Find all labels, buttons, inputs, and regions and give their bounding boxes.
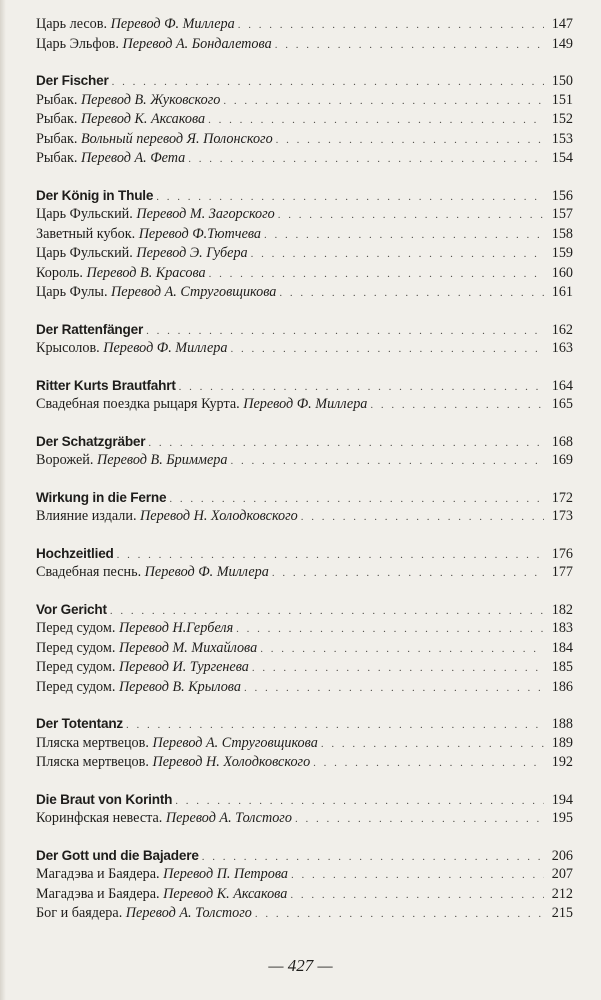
entry-title	[36, 658, 249, 678]
translator-credit: Перевод К. Аксакова	[163, 885, 288, 902]
section-title: Ritter Kurts Brautfahrt	[36, 377, 176, 393]
work-title: Магадэва и Баядера.	[36, 866, 160, 882]
work-title: Пляска мертвецов.	[36, 754, 149, 770]
toc-entry	[36, 244, 573, 264]
dot-leader	[209, 265, 544, 285]
toc-entry	[36, 205, 573, 225]
toc-entry	[36, 395, 573, 415]
work-title: Царь Фульский.	[36, 206, 133, 222]
toc-section	[36, 600, 573, 698]
translator-credit: Перевод М. Михайлова	[118, 639, 258, 656]
toc-section	[36, 432, 573, 471]
toc-entry	[36, 130, 573, 150]
page-ref: 152	[551, 111, 573, 127]
translator-credit: Перевод Н. Холодковского	[152, 754, 311, 770]
page-ref: 184	[551, 639, 573, 656]
work-title: Крысолов.	[36, 340, 100, 356]
page-ref: 163	[551, 340, 573, 356]
translator-credit: Перевод А. Толстого	[165, 810, 292, 826]
toc-section	[36, 544, 573, 583]
toc-section	[36, 488, 573, 527]
entry-title	[36, 734, 318, 754]
work-title: Влияние издали.	[36, 508, 137, 524]
page-ref: 160	[551, 264, 573, 281]
translator-credit: Перевод А. Фета	[80, 150, 186, 166]
table-of-contents	[36, 15, 573, 924]
page-ref: 165	[551, 396, 573, 412]
toc-section	[36, 376, 573, 415]
dot-leader	[290, 886, 544, 906]
toc-entry	[36, 339, 573, 359]
page-ref: 212	[551, 885, 573, 902]
section-title: Der Gott und die Bajadere	[36, 847, 199, 863]
dot-leader	[208, 111, 544, 131]
page-ref: 194	[551, 791, 573, 808]
dot-leader	[291, 866, 544, 886]
page-ref: 154	[551, 150, 573, 166]
toc-section	[36, 714, 573, 773]
entry-title	[36, 904, 252, 924]
page-ref: 183	[551, 620, 573, 636]
toc-entry	[36, 264, 573, 284]
translator-credit: Перевод Э. Губера	[136, 245, 248, 261]
work-title: Рыбак.	[36, 130, 78, 147]
page-ref: 195	[551, 810, 573, 826]
translator-credit: Перевод А. Струговщикова	[152, 734, 318, 751]
page-ref: 176	[551, 545, 573, 562]
section-heading	[36, 790, 573, 810]
toc-entry	[36, 885, 573, 905]
dot-leader	[223, 92, 544, 112]
page-ref: 215	[551, 905, 573, 921]
page-ref: 159	[551, 245, 573, 261]
page-ref: 182	[551, 601, 573, 618]
section-heading	[36, 71, 573, 91]
section-heading	[36, 376, 573, 396]
toc-entry	[36, 904, 573, 924]
entry-title	[36, 244, 248, 264]
work-title: Рыбак.	[36, 91, 78, 108]
translator-credit: Перевод Н. Холодковского	[140, 508, 298, 524]
page-ref: 150	[551, 73, 573, 89]
work-title: Бог и баядера.	[36, 905, 123, 921]
translator-credit: Перевод В. Крылова	[118, 678, 241, 695]
section-title: Wirkung in die Ferne	[36, 489, 167, 505]
toc-section	[36, 71, 573, 169]
entry-title	[36, 339, 227, 359]
page-ref: 158	[551, 225, 573, 242]
toc-entry	[36, 809, 573, 829]
dot-leader	[244, 679, 544, 699]
page-ref: 186	[551, 678, 573, 695]
entry-title	[36, 149, 185, 169]
section-title: Hochzeitlied	[36, 545, 114, 561]
toc-entry	[36, 639, 573, 659]
toc-entry	[36, 563, 573, 583]
dot-leader	[295, 810, 544, 830]
work-title: Ворожей.	[36, 452, 94, 468]
entry-title	[36, 451, 227, 471]
toc-section	[36, 846, 573, 924]
section-heading	[36, 488, 573, 508]
work-title: Коринфская невеста.	[36, 810, 163, 826]
entry-title	[36, 753, 310, 773]
section-title: Der Fischer	[36, 73, 109, 88]
work-title: Царь Фульский.	[36, 245, 133, 261]
toc-section	[36, 186, 573, 303]
dot-leader	[188, 150, 544, 170]
entry-title	[36, 865, 288, 885]
translator-credit: Перевод А. Бондалетова	[122, 35, 272, 52]
page-ref: 173	[551, 508, 573, 524]
section-title: Die Braut von Korinth	[36, 791, 173, 807]
work-title: Перед судом.	[36, 659, 116, 675]
dot-leader	[230, 340, 544, 360]
section-title: Vor Gericht	[36, 601, 107, 617]
toc-entry	[36, 658, 573, 678]
page-ref: 185	[551, 659, 573, 675]
page-ref: 168	[551, 433, 573, 450]
entry-title	[36, 507, 298, 527]
page-ref: 147	[551, 16, 573, 32]
work-title: Рыбак.	[36, 111, 78, 127]
page-ref: 162	[551, 321, 573, 338]
section-heading	[36, 600, 573, 620]
page-ref: 172	[551, 489, 573, 506]
page-ref: 151	[551, 91, 573, 108]
toc-section	[36, 790, 573, 829]
page-ref: 161	[551, 284, 573, 300]
work-title: Пляска мертвецов.	[36, 734, 149, 751]
section-title: Der Schatzgräber	[36, 433, 146, 449]
continued-entries	[36, 15, 573, 54]
dot-leader	[238, 16, 544, 36]
entry-title	[36, 110, 205, 130]
dot-leader	[321, 735, 544, 755]
page-ref: 189	[551, 734, 573, 751]
page-ref: 149	[551, 35, 573, 52]
entry-title	[36, 563, 269, 583]
entry-title	[36, 395, 367, 415]
section-heading	[36, 544, 573, 564]
work-title: Рыбак.	[36, 150, 78, 166]
work-title: Царь Фулы.	[36, 284, 108, 300]
page-ref: 206	[551, 847, 573, 864]
toc-entry	[36, 149, 573, 169]
entry-title	[36, 205, 275, 225]
dot-leader	[301, 508, 544, 528]
dot-leader	[272, 564, 544, 584]
translator-credit: Перевод И. Тургенева	[118, 659, 249, 675]
dot-leader	[275, 36, 544, 56]
translator-credit: Вольный перевод Я. Полонского	[80, 130, 273, 147]
work-title: Свадебная песнь.	[36, 564, 142, 580]
section-heading	[36, 320, 573, 340]
page-edge-shadow	[0, 0, 6, 1000]
toc-entry	[36, 91, 573, 111]
dot-leader	[278, 206, 544, 226]
entry-title	[36, 885, 287, 905]
toc-entry	[36, 283, 573, 303]
dot-leader	[252, 659, 544, 679]
toc-entry	[36, 15, 573, 35]
section-heading	[36, 432, 573, 452]
translator-credit: Перевод А. Толстого	[125, 905, 252, 921]
dot-leader	[276, 131, 544, 151]
work-title: Король.	[36, 264, 83, 281]
entry-title	[36, 91, 220, 111]
entry-title	[36, 15, 235, 35]
page-ref: 157	[551, 206, 573, 222]
translator-credit: Перевод В. Бриммера	[97, 452, 228, 468]
work-title: Заветный кубок.	[36, 225, 136, 242]
entry-title	[36, 678, 241, 698]
section-title: Der König in Thule	[36, 187, 154, 203]
page-ref: 169	[551, 452, 573, 468]
work-title: Царь Эльфов.	[36, 35, 119, 52]
entry-title	[36, 619, 233, 639]
entry-title	[36, 130, 273, 150]
page-ref: 164	[551, 377, 573, 394]
toc-entry	[36, 678, 573, 698]
entry-title	[36, 809, 292, 829]
page-ref: 192	[551, 754, 573, 770]
work-title: Свадебная поездка рыцаря Курта.	[36, 396, 240, 412]
entry-title	[36, 264, 206, 284]
work-title: Перед судом.	[36, 678, 116, 695]
dot-leader	[264, 226, 544, 246]
work-title: Магадэва и Баядера.	[36, 885, 160, 902]
entry-title	[36, 639, 257, 659]
translator-credit: Перевод Ф. Миллера	[144, 564, 269, 580]
dot-leader	[230, 452, 544, 472]
translator-credit: Перевод А. Струговщикова	[111, 284, 277, 300]
toc-entry	[36, 451, 573, 471]
dot-leader	[255, 905, 544, 925]
dot-leader	[370, 396, 544, 416]
page-ref: 156	[551, 187, 573, 204]
page-number: — 427 —	[268, 956, 333, 975]
dot-leader	[251, 245, 544, 265]
toc-entry	[36, 619, 573, 639]
toc-entry	[36, 110, 573, 130]
page-ref: 207	[551, 866, 573, 882]
toc-entry	[36, 225, 573, 245]
translator-credit: Перевод В. Красова	[86, 264, 206, 281]
page-ref: 153	[551, 130, 573, 147]
page-ref: 188	[551, 716, 573, 732]
translator-credit: Перевод Н.Гербеля	[118, 620, 234, 636]
dot-leader	[260, 640, 544, 660]
work-title: Перед судом.	[36, 620, 116, 636]
dot-leader	[313, 754, 544, 774]
toc-section	[36, 320, 573, 359]
toc-entry	[36, 35, 573, 55]
toc-entry	[36, 753, 573, 773]
translator-credit: Перевод Ф.Тютчева	[138, 225, 262, 242]
translator-credit: Перевод Ф. Миллера	[243, 396, 368, 412]
entry-title	[36, 35, 272, 55]
section-title: Der Totentanz	[36, 716, 124, 731]
translator-credit: Перевод Ф. Миллера	[103, 340, 228, 356]
section-heading	[36, 714, 573, 734]
toc-entry	[36, 865, 573, 885]
toc-entry	[36, 734, 573, 754]
work-title: Перед судом.	[36, 639, 116, 656]
dot-leader	[236, 620, 544, 640]
section-heading	[36, 846, 573, 866]
translator-credit: Перевод К. Аксакова	[80, 111, 206, 127]
translator-credit: Перевод П. Петрова	[163, 866, 288, 882]
dot-leader	[279, 284, 544, 304]
translator-credit: Перевод В. Жуковского	[80, 91, 221, 108]
translator-credit: Перевод М. Загорского	[136, 206, 275, 222]
toc-entry	[36, 507, 573, 527]
section-title: Der Rattenfänger	[36, 321, 144, 337]
work-title: Царь лесов.	[36, 16, 108, 32]
entry-title	[36, 283, 276, 303]
section-heading	[36, 186, 573, 206]
entry-title	[36, 225, 261, 245]
page-ref: 177	[551, 564, 573, 580]
translator-credit: Перевод Ф. Миллера	[110, 16, 235, 32]
